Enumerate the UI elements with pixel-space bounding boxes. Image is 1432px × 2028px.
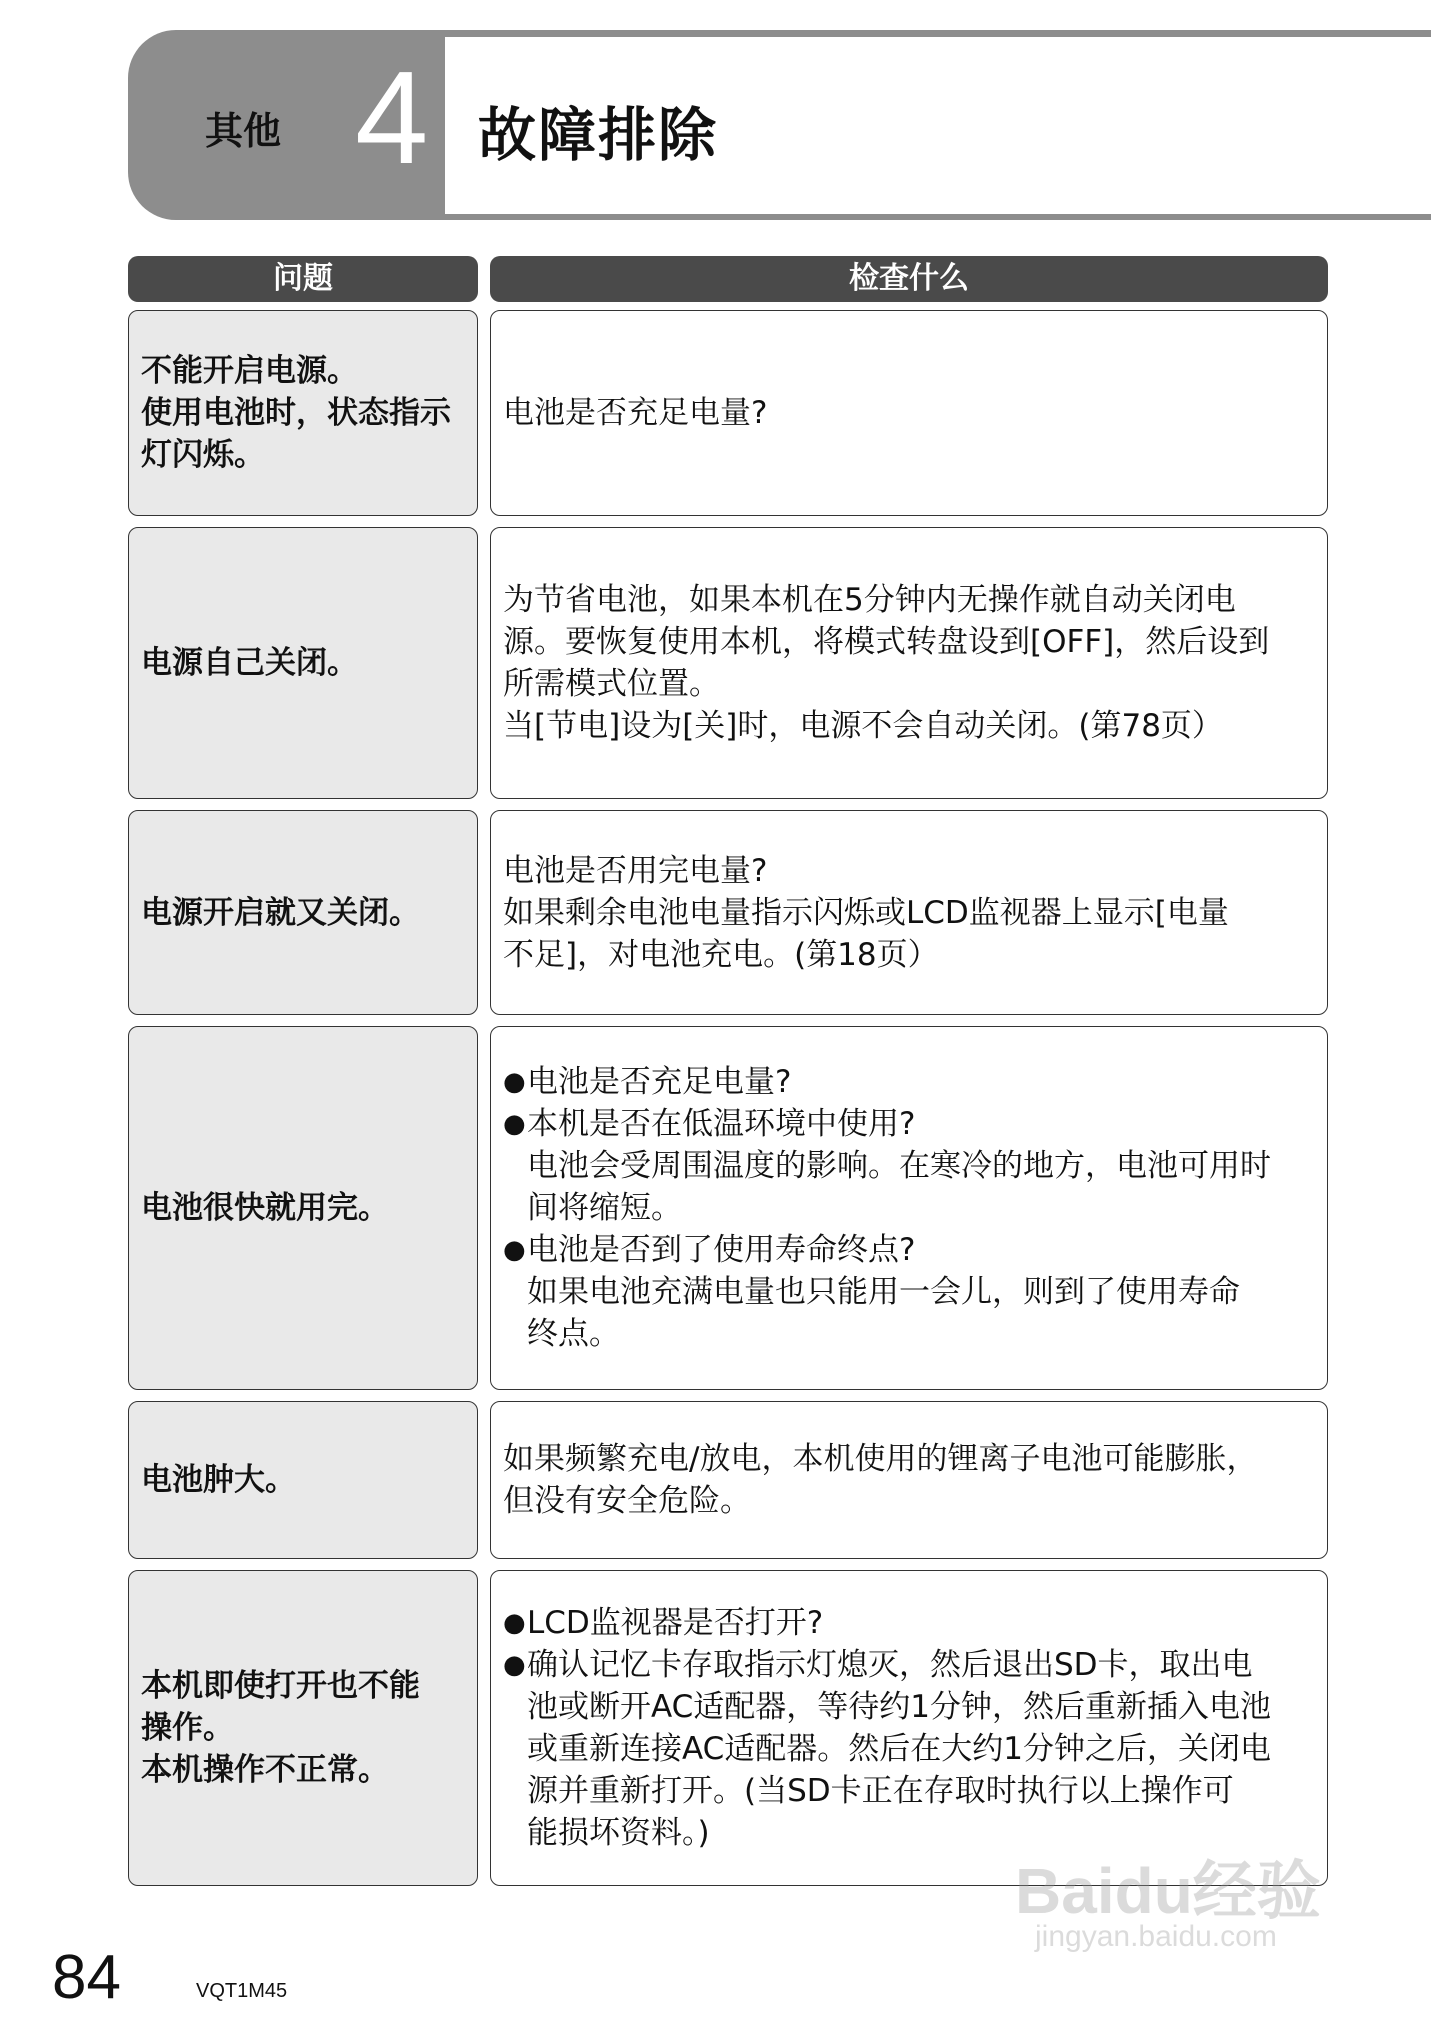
problem-cell	[128, 527, 478, 799]
check-cell	[490, 1570, 1328, 1886]
watermark-url: jingyan.baidu.com	[1035, 1920, 1277, 1953]
baidu-watermark	[1015, 1840, 1345, 1970]
table-row	[128, 310, 1328, 516]
table-row	[128, 1401, 1328, 1559]
bullet-icon: ●	[503, 1109, 526, 1139]
bullet-icon: ●	[503, 1067, 526, 1097]
check-cell	[490, 1401, 1328, 1559]
bullet-icon: ●	[503, 1650, 526, 1680]
problem-cell	[128, 810, 478, 1015]
page-number: 84	[52, 1943, 121, 2012]
bullet-icon: ●	[503, 1235, 526, 1265]
problem-text: 电源自己关闭。	[141, 645, 358, 681]
bullet-item: ● 本机是否在低温环境中使用? 电池会受周围温度的影响。在寒冷的地方，电池可用时 间将缩短。	[503, 1103, 1271, 1229]
check-cell	[490, 1026, 1328, 1390]
problem-cell	[128, 1570, 478, 1886]
bullet-item: ● LCD监视器是否打开?	[503, 1602, 1271, 1644]
bullet-icon: ●	[503, 1608, 526, 1638]
section-number: 4	[355, 44, 429, 191]
table-row	[128, 1570, 1328, 1886]
problem-text: 不能开启电源。 使用电池时，状态指示 灯闪烁。	[141, 353, 451, 473]
title-panel-border	[445, 34, 1431, 37]
check-cell	[490, 810, 1328, 1015]
problem-text: 电池很快就用完。	[141, 1190, 389, 1226]
table-row	[128, 527, 1328, 799]
problem-text: 本机即使打开也不能 操作。 本机操作不正常。	[141, 1668, 420, 1788]
check-text: 电池是否用完电量? 如果剩余电池电量指示闪烁或LCD监视器上显示[电量 不足]，对电池充电。(第18页）	[503, 852, 1229, 973]
check-cell	[490, 310, 1328, 516]
problem-cell	[128, 310, 478, 516]
check-text: 电池是否充足电量?	[503, 395, 768, 431]
page-title: 故障排除	[478, 101, 719, 169]
watermark-brand: Baidu经验	[1015, 1855, 1321, 1927]
problem-text: 电源开启就又关闭。	[141, 894, 420, 931]
bullet-item: ● 电池是否到了使用寿命终点? 如果电池充满电量也只能用一会儿，则到了使用寿命 终点。	[503, 1229, 1271, 1355]
check-bullet-list	[503, 1061, 1271, 1355]
table-row	[128, 1026, 1328, 1390]
check-cell	[490, 527, 1328, 799]
model-code: VQT1M45	[196, 1980, 288, 2002]
table-row	[128, 810, 1328, 1015]
bullet-item: ● 电池是否充足电量?	[503, 1061, 1271, 1103]
column-header-check: 检查什么	[490, 256, 1328, 302]
column-header-problem: 问题	[128, 256, 478, 302]
section-label: 其他	[205, 109, 282, 153]
problem-text: 电池肿大。	[141, 1462, 296, 1498]
check-text: 为节省电池，如果本机在5分钟内无操作就自动关闭电 源。要恢复使用本机，将模式转盘设到[OFF]，然后设到 所需模式位置。 当[节电]设为[关]时，电源不会自动关闭。(第78页）	[503, 582, 1270, 744]
problem-cell	[128, 1401, 478, 1559]
bullet-item: ● 确认记忆卡存取指示灯熄灭，然后退出SD卡，取出电 池或断开AC适配器，等待约1分钟，然后重新插入电池 或重新连接AC适配器。然后在大约1分钟之后，关闭电 源并重新打开。(当SD卡正在存取时执行以上操作可 能损坏资料。)	[503, 1644, 1271, 1854]
check-bullet-list	[503, 1602, 1271, 1854]
check-text: 如果频繁充电/放电，本机使用的锂离子电池可能膨胀， 但没有安全危险。	[503, 1441, 1258, 1519]
problem-cell	[128, 1026, 478, 1390]
